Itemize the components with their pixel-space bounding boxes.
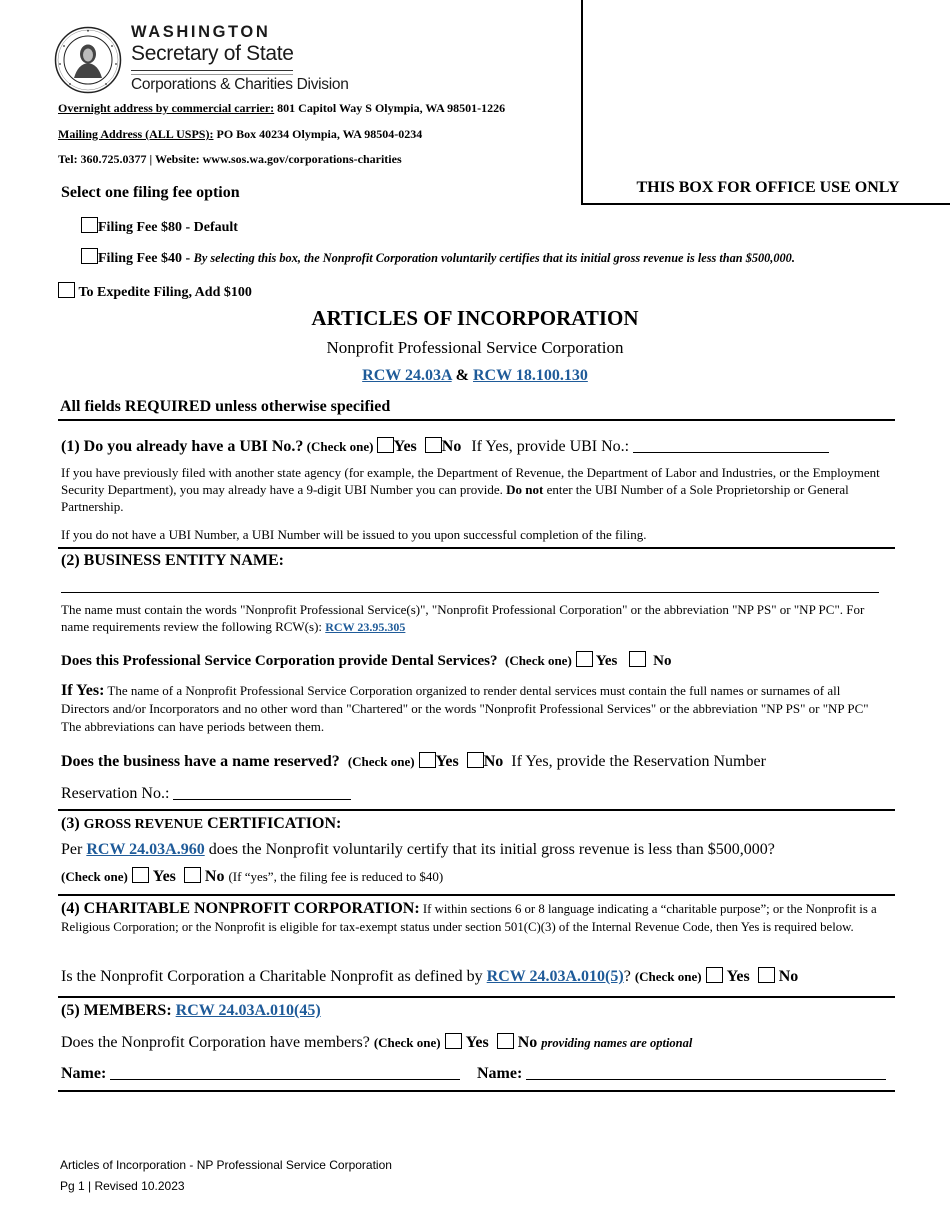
fee-option-80	[81, 217, 238, 236]
members-yes-label: Yes	[465, 1034, 489, 1051]
rcw-24-03a-960-link[interactable]: RCW 24.03A.960	[86, 841, 205, 858]
ubi-yes-checkbox[interactable]	[377, 437, 394, 453]
members-question-row	[61, 1033, 692, 1052]
expedite-option	[58, 282, 252, 301]
ubi-check-one: (Check one)	[303, 439, 377, 454]
fee-80-label: Filing Fee $80 - Default	[98, 220, 238, 235]
charitable-intro: If within sections 6 or 8 language indicating a “charitable purpose”; or the Nonprofit is a Religious Corporation; or the Nonprofit is eligible for tax-exempt status under section 501(C)(3) of the Internal Revenue Code, then Yes is required below.	[61, 902, 877, 934]
dental-if-yes-label: If Yes:	[61, 682, 105, 699]
gross-revenue-no-label: No	[204, 868, 225, 885]
footer-title: Articles of Incorporation - NP Professional Service Corporation	[60, 1158, 392, 1172]
ubi-issue-note: If you do not have a UBI Number, a UBI Number will be issued to you upon successful completion of the filing.	[61, 527, 647, 542]
ubi-no-checkbox[interactable]	[425, 437, 442, 453]
rcw-24-03a-link[interactable]: RCW 24.03A	[362, 367, 452, 384]
ubi-explanation-text-a: If you have previously filed with another state agency (for example, the Department of Revenue, the Department of Labor and Industries, or the Employment Security Department), you may already have a 9-digit UBI Number you can provide.	[61, 465, 880, 497]
overnight-address-value: 801 Capitol Way S Olympia, WA 98501-1226	[274, 101, 506, 115]
dental-check-one: (Check one)	[504, 653, 572, 668]
ubi-question-row	[61, 437, 829, 456]
reserved-yes-label: Yes	[435, 753, 459, 770]
rcw-amp: &	[451, 367, 473, 384]
reserved-provide: If Yes, provide the Reservation Number	[511, 753, 766, 770]
charitable-check-one: (Check one)	[634, 969, 702, 984]
washington-state-seal	[54, 26, 122, 94]
member-name-field-1[interactable]	[110, 1079, 460, 1080]
gross-revenue-question	[61, 841, 775, 859]
ubi-explanation-do-not: Do not	[506, 482, 544, 497]
gross-revenue-heading-b: CERTIFICATION:	[203, 815, 342, 832]
reservation-number-field[interactable]	[173, 799, 351, 800]
logo-division-name: Corporations & Charities Division	[131, 76, 349, 93]
business-name-note-text: The name must contain the words "Nonprofit Professional Service(s)", "Nonprofit Professional Corporation" or the abbreviation "NP PS" or "NP PC". For name requirements review the following RCW(s):	[61, 602, 865, 634]
logo-state-name: WASHINGTON	[131, 23, 271, 41]
charitable-question-end: ?	[623, 968, 635, 985]
ubi-no-label: No	[441, 438, 462, 455]
expedite-label: To Expedite Filing, Add $100	[78, 285, 252, 300]
footer-page: Pg 1 | Revised 10.2023	[60, 1179, 185, 1193]
divider	[58, 894, 895, 896]
ubi-yes-label: Yes	[393, 438, 417, 455]
members-no-checkbox[interactable]	[497, 1033, 514, 1049]
gross-revenue-check-one: (Check one)	[61, 869, 128, 884]
dental-question-row	[61, 651, 672, 670]
ubi-number-field[interactable]	[633, 452, 829, 453]
divider	[58, 809, 895, 811]
rcw-18-100-130-link[interactable]: RCW 18.100.130	[473, 367, 588, 384]
charitable-question-row	[61, 967, 798, 986]
charitable-heading: (4) CHARITABLE NONPROFIT CORPORATION:	[61, 900, 420, 917]
dental-if-yes-text	[61, 682, 891, 736]
gross-revenue-yes-label: Yes	[152, 868, 176, 885]
ubi-explanation	[61, 464, 891, 515]
charitable-question: Is the Nonprofit Corporation a Charitable Nonprofit as defined by	[61, 968, 487, 985]
mailing-address	[58, 127, 422, 142]
logo-divider	[131, 70, 293, 71]
document-title: ARTICLES OF INCORPORATION	[311, 306, 639, 330]
fee-80-checkbox[interactable]	[81, 217, 98, 233]
members-check-one: (Check one)	[373, 1035, 441, 1050]
fee-40-label: Filing Fee $40 -	[98, 251, 194, 266]
dental-yes-checkbox[interactable]	[576, 651, 593, 667]
required-note: All fields REQUIRED unless otherwise specified	[60, 398, 391, 415]
gross-revenue-heading-num: (3)	[61, 815, 84, 832]
title-rcw-links	[0, 367, 950, 385]
gross-revenue-question-text: does the Nonprofit voluntarily certify that its initial gross revenue is less than $500,000?	[204, 841, 775, 858]
member-name-label-2: Name:	[477, 1065, 527, 1082]
reserved-no-label: No	[483, 753, 504, 770]
divider	[58, 419, 895, 421]
ubi-explanation-text-c: enter the UBI Number of a Sole Proprietorship or General Partnership.	[61, 482, 849, 514]
members-heading-row	[61, 1002, 321, 1020]
mailing-address-label: Mailing Address (ALL USPS):	[58, 127, 214, 141]
gross-revenue-note: (If “yes”, the filing fee is reduced to $40)	[228, 869, 444, 884]
divider	[58, 996, 895, 998]
ubi-question: (1) Do you already have a UBI No.?	[61, 438, 304, 455]
dental-if-yes-body: The name of a Nonprofit Professional Service Corporation organized to render dental services must contain the full names or surnames of all Directors and/or Incorporators and no other word than "Chartered" or the words "Nonprofit Professional Services" or the abbreviation "NP PS" or "NP PC" The abbreviations can have periods between them.	[61, 683, 869, 734]
member-name-row-2	[477, 1065, 886, 1083]
gross-revenue-heading-a: GROSS REVENUE	[83, 817, 204, 832]
fee-40-note: By selecting this box, the Nonprofit Corporation voluntarily certifies that its initial gross revenue is less than $500,000.	[193, 251, 795, 265]
charitable-yes-label: Yes	[726, 968, 750, 985]
business-name-field[interactable]	[61, 592, 879, 593]
logo-divider-thin	[131, 74, 293, 75]
reserved-check-one: (Check one)	[347, 754, 415, 769]
rcw-24-03a-010-45-link[interactable]: RCW 24.03A.010(45)	[175, 1002, 321, 1019]
fee-option-40	[81, 248, 795, 267]
reservation-label: Reservation No.:	[61, 785, 174, 802]
charitable-no-label: No	[778, 968, 799, 985]
divider	[58, 547, 895, 549]
charitable-yes-checkbox[interactable]	[706, 967, 723, 983]
dental-no-checkbox[interactable]	[629, 651, 646, 667]
document-subtitle: Nonprofit Professional Service Corporation	[326, 338, 624, 357]
gross-revenue-heading	[61, 815, 341, 833]
reserved-question-row	[61, 752, 766, 771]
reservation-row	[61, 785, 351, 803]
rcw-23-95-305-link[interactable]: RCW 23.95.305	[325, 620, 406, 634]
dental-yes-label: Yes	[595, 653, 618, 669]
dental-question: Does this Professional Service Corporation provide Dental Services?	[61, 653, 498, 669]
expedite-checkbox[interactable]	[58, 282, 75, 298]
fee-40-checkbox[interactable]	[81, 248, 98, 264]
charitable-heading-block	[61, 900, 891, 936]
gross-revenue-per: Per	[61, 841, 87, 858]
ubi-provide-label: If Yes, provide UBI No.:	[471, 438, 634, 455]
overnight-address-label: Overnight address by commercial carrier:	[58, 101, 275, 115]
overnight-address	[58, 101, 505, 116]
dental-no-label: No	[653, 653, 672, 669]
members-optional-note: providing names are optional	[541, 1036, 693, 1050]
office-use-box	[581, 0, 950, 205]
logo-office-name: Secretary of State	[131, 42, 294, 65]
charitable-no-checkbox[interactable]	[758, 967, 775, 983]
divider	[58, 1090, 895, 1092]
reserved-yes-checkbox[interactable]	[419, 752, 436, 768]
rcw-24-03a-010-5-link[interactable]: RCW 24.03A.010(5)	[486, 968, 624, 985]
member-name-row-1	[61, 1065, 460, 1083]
business-name-heading: (2) BUSINESS ENTITY NAME:	[61, 552, 284, 569]
members-heading: (5) MEMBERS:	[61, 1002, 176, 1019]
members-yes-checkbox[interactable]	[445, 1033, 462, 1049]
mailing-address-value: PO Box 40234 Olympia, WA 98504-0234	[213, 127, 423, 141]
gross-revenue-answer-row	[61, 867, 443, 886]
business-name-note	[61, 601, 891, 636]
reserved-question: Does the business have a name reserved?	[61, 753, 340, 770]
tel-website: Tel: 360.725.0377 | Website: www.sos.wa.gov/corporations-charities	[58, 152, 402, 166]
member-name-field-2[interactable]	[526, 1079, 886, 1080]
members-question: Does the Nonprofit Corporation have members?	[61, 1034, 374, 1051]
reserved-no-checkbox[interactable]	[467, 752, 484, 768]
fee-heading: Select one filing fee option	[61, 184, 240, 201]
office-use-label: THIS BOX FOR OFFICE USE ONLY	[636, 179, 900, 196]
members-no-label: No	[517, 1034, 538, 1051]
gross-revenue-no-checkbox[interactable]	[184, 867, 201, 883]
gross-revenue-yes-checkbox[interactable]	[132, 867, 149, 883]
member-name-label-1: Name:	[61, 1065, 111, 1082]
